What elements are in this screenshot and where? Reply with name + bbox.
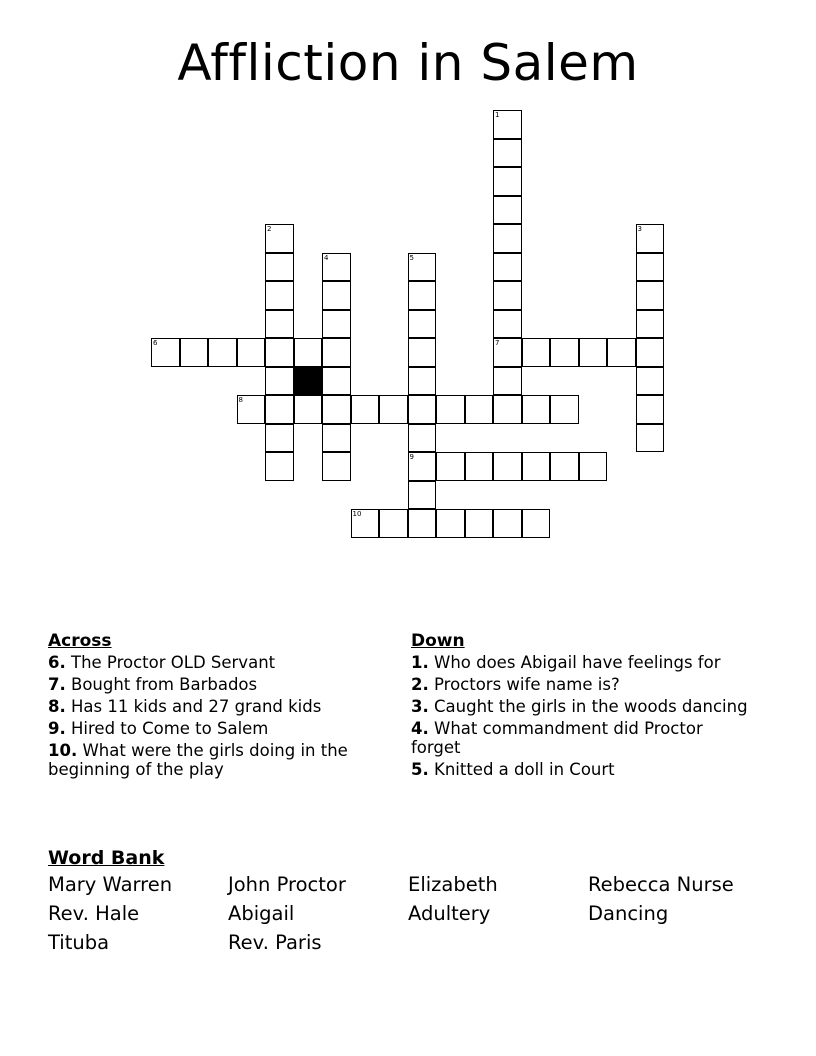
grid-cell[interactable] (636, 367, 665, 396)
word-bank-item: Dancing (588, 902, 669, 925)
word-bank-item: Rev. Paris (228, 931, 322, 954)
grid-cell[interactable] (237, 338, 266, 367)
grid-cell[interactable] (294, 395, 323, 424)
grid-cell[interactable] (408, 452, 437, 481)
grid-cell[interactable] (636, 310, 665, 339)
grid-cell[interactable] (408, 424, 437, 453)
grid-cell[interactable] (351, 509, 380, 538)
clue-number: 7. (48, 675, 66, 694)
clue-text: Bought from Barbados (71, 675, 258, 694)
grid-cell[interactable] (636, 281, 665, 310)
down-clue (411, 675, 756, 694)
grid-cell[interactable] (550, 452, 579, 481)
cell-number: 4 (324, 253, 329, 262)
grid-cell[interactable] (522, 509, 551, 538)
grid-cell[interactable] (408, 509, 437, 538)
clue-text: Who does Abigail have feelings for (434, 653, 721, 672)
word-bank-item: Adultery (408, 902, 491, 925)
word-bank-heading: Word Bank (48, 847, 165, 869)
word-bank-item: John Proctor (228, 873, 346, 896)
grid-cell[interactable] (493, 167, 522, 196)
clue-text: What were the girls doing in the beginning of the play (48, 741, 348, 779)
grid-cell[interactable] (351, 395, 380, 424)
grid-cell[interactable] (408, 395, 437, 424)
grid-cell[interactable] (465, 395, 494, 424)
cell-number: 10 (352, 510, 362, 518)
grid-cell[interactable] (579, 452, 608, 481)
black-cell (294, 367, 323, 396)
down-heading: Down (411, 631, 465, 651)
across-clue (48, 697, 388, 716)
cell-number: 6 (153, 339, 158, 347)
clue-number: 10. (48, 741, 78, 760)
across-clue (48, 741, 388, 779)
grid-cell[interactable] (265, 338, 294, 367)
grid-cell[interactable] (322, 338, 351, 367)
word-bank (48, 846, 788, 955)
grid-cell[interactable] (522, 395, 551, 424)
cell-number: 2 (267, 225, 272, 233)
cell-number: 1 (495, 111, 500, 119)
grid-cell[interactable] (322, 367, 351, 396)
grid-cell[interactable] (265, 281, 294, 310)
cell-number: 3 (637, 225, 642, 233)
grid-cell[interactable] (436, 452, 465, 481)
grid-cell[interactable] (408, 481, 437, 510)
grid-cell[interactable] (180, 338, 209, 367)
down-clue (411, 697, 756, 716)
clue-text: Proctors wife name is? (434, 675, 620, 694)
across-clue (48, 653, 388, 672)
word-bank-item: Rebecca Nurse (588, 873, 734, 896)
grid-cell[interactable] (208, 338, 237, 367)
across-clues (48, 630, 388, 782)
grid-cell[interactable] (408, 367, 437, 396)
grid-cell[interactable] (379, 395, 408, 424)
cell-number: 5 (409, 253, 414, 262)
grid-cell[interactable] (522, 452, 551, 481)
grid-cell[interactable] (493, 196, 522, 225)
grid-cell[interactable] (579, 338, 608, 367)
grid-cell[interactable] (265, 395, 294, 424)
grid-cell[interactable] (265, 424, 294, 453)
grid-cell[interactable] (493, 310, 522, 339)
grid-cell[interactable] (636, 224, 665, 253)
clue-number: 6. (48, 653, 66, 672)
grid-cell[interactable] (493, 367, 522, 396)
grid-cell[interactable] (465, 452, 494, 481)
across-clue (48, 719, 388, 738)
grid-cell[interactable] (379, 509, 408, 538)
grid-cell[interactable] (607, 338, 636, 367)
grid-cell[interactable] (636, 253, 665, 282)
clue-text: What commandment did Proctor forget (411, 719, 703, 757)
grid-cell[interactable] (522, 338, 551, 367)
grid-cell[interactable] (493, 281, 522, 310)
grid-cell[interactable] (550, 395, 579, 424)
page-title: Affliction in Salem (177, 34, 639, 92)
clue-number: 5. (411, 760, 429, 779)
grid-cell[interactable] (265, 367, 294, 396)
cell-number: 7 (495, 339, 500, 347)
grid-cell[interactable] (265, 310, 294, 339)
down-clue (411, 719, 756, 757)
grid-cell[interactable] (493, 224, 522, 253)
word-bank-item: Abigail (228, 902, 295, 925)
grid-cell[interactable] (265, 224, 294, 253)
word-bank-list (48, 872, 788, 955)
down-clue (411, 760, 756, 779)
grid-cell[interactable] (322, 424, 351, 453)
word-bank-item: Mary Warren (48, 873, 173, 896)
grid-cell[interactable] (322, 310, 351, 339)
grid-cell[interactable] (265, 452, 294, 481)
grid-cell[interactable] (151, 338, 180, 367)
clue-text: Caught the girls in the woods dancing (434, 697, 748, 716)
grid-cell[interactable] (322, 281, 351, 310)
across-clue (48, 675, 388, 694)
grid-cell[interactable] (408, 281, 437, 310)
clue-text: Knitted a doll in Court (434, 760, 615, 779)
word-bank-item: Tituba (48, 931, 110, 954)
grid-cell[interactable] (237, 395, 266, 424)
cell-number: 8 (238, 396, 243, 404)
grid-cell[interactable] (550, 338, 579, 367)
clue-text: Hired to Come to Salem (71, 719, 269, 738)
grid-cell[interactable] (493, 253, 522, 282)
clue-text: The Proctor OLD Servant (71, 653, 276, 672)
grid-cell[interactable] (322, 395, 351, 424)
grid-cell[interactable] (636, 424, 665, 453)
down-clues (411, 630, 756, 782)
grid-cell[interactable] (322, 452, 351, 481)
grid-cell[interactable] (408, 310, 437, 339)
grid-cell[interactable] (265, 253, 294, 282)
grid-cell[interactable] (493, 110, 522, 139)
word-bank-item: Elizabeth (408, 873, 498, 896)
clue-number: 9. (48, 719, 66, 738)
grid-cell[interactable] (493, 452, 522, 481)
word-bank-item: Rev. Hale (48, 902, 140, 925)
grid-cell[interactable] (436, 509, 465, 538)
grid-cell[interactable] (408, 338, 437, 367)
cell-number: 9 (409, 453, 414, 461)
clue-number: 8. (48, 697, 66, 716)
grid-cell[interactable] (408, 253, 437, 282)
grid-cell[interactable] (322, 253, 351, 282)
grid-cell[interactable] (294, 338, 323, 367)
clue-number: 4. (411, 719, 429, 738)
across-heading: Across (48, 631, 112, 651)
grid-cell[interactable] (465, 509, 494, 538)
grid-cell[interactable] (493, 139, 522, 168)
grid-cell[interactable] (636, 338, 665, 367)
grid-cell[interactable] (493, 509, 522, 538)
clue-number: 1. (411, 653, 429, 672)
grid-cell[interactable] (436, 395, 465, 424)
clue-number: 2. (411, 675, 429, 694)
clue-number: 3. (411, 697, 429, 716)
down-clue (411, 653, 756, 672)
clue-text: Has 11 kids and 27 grand kids (71, 697, 322, 716)
grid-cell[interactable] (493, 338, 522, 367)
grid-cell[interactable] (493, 395, 522, 424)
grid-cell[interactable] (636, 395, 665, 424)
